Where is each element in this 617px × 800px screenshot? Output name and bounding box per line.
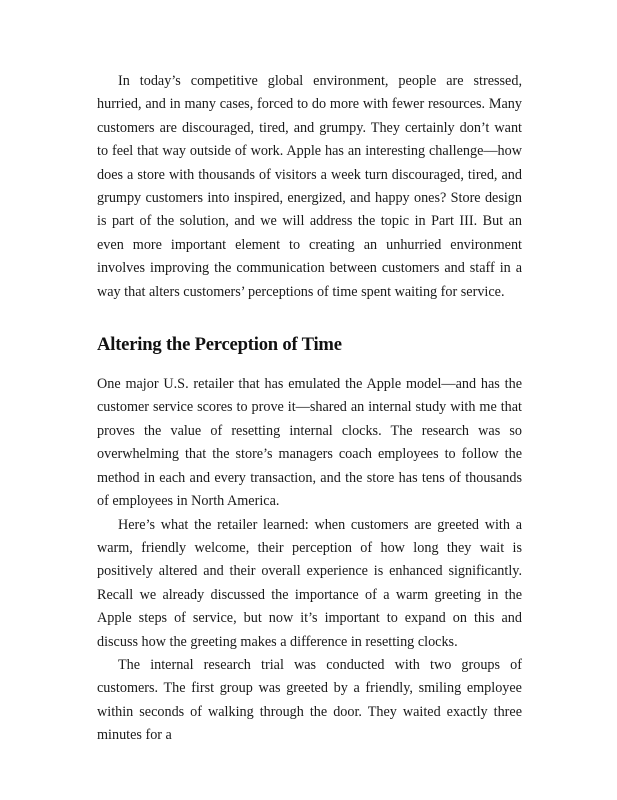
intro-paragraph: In today’s competitive global environment, people are stressed, hurried, and in many cases, forced to do more with fewer resources. Many customers are discouraged, tired, and grumpy. They certainly don’t want to feel that way outside of work. Apple has an interesting challenge—how does a store with thousands of visitors a week turn discouraged, tired, and grumpy customers into inspired, energized, and happy ones? Store design is part of the solution, and we will address the topic in Part III. But an even more important element to creating an unhurried environment involves improving the communication between customers and staff in a way that alters customers’ perceptions of time spent waiting for service. (97, 73, 522, 300)
section-heading: Altering the Perception of Time (97, 334, 342, 356)
body-paragraph-1: One major U.S. retailer that has emulated the Apple model—and has the customer service scores to prove it—shared an internal study with me that proves the value of resetting internal clocks. The research was so overwhelming that the store’s managers coach employees to follow the method in each and every transaction, and the store has tens of thousands of employees in North America. (97, 376, 522, 510)
body-paragraph-2: Here’s what the retailer learned: when customers are greeted with a warm, friendly welcome, their perception of how long they wait is positively altered and their overall experience is enhanced significantly. Recall we already discussed the importance of a warm greeting in the Apple steps of service, but now it’s important to expand on this and discuss how the greeting makes a difference in resetting clocks. (97, 516, 522, 650)
document-page (97, 70, 522, 748)
body-paragraph-3: The internal research trial was conducted with two groups of customers. The first group was greeted by a friendly, smiling employee within seconds of walking through the door. They waited exactly three minutes for a (97, 656, 522, 744)
